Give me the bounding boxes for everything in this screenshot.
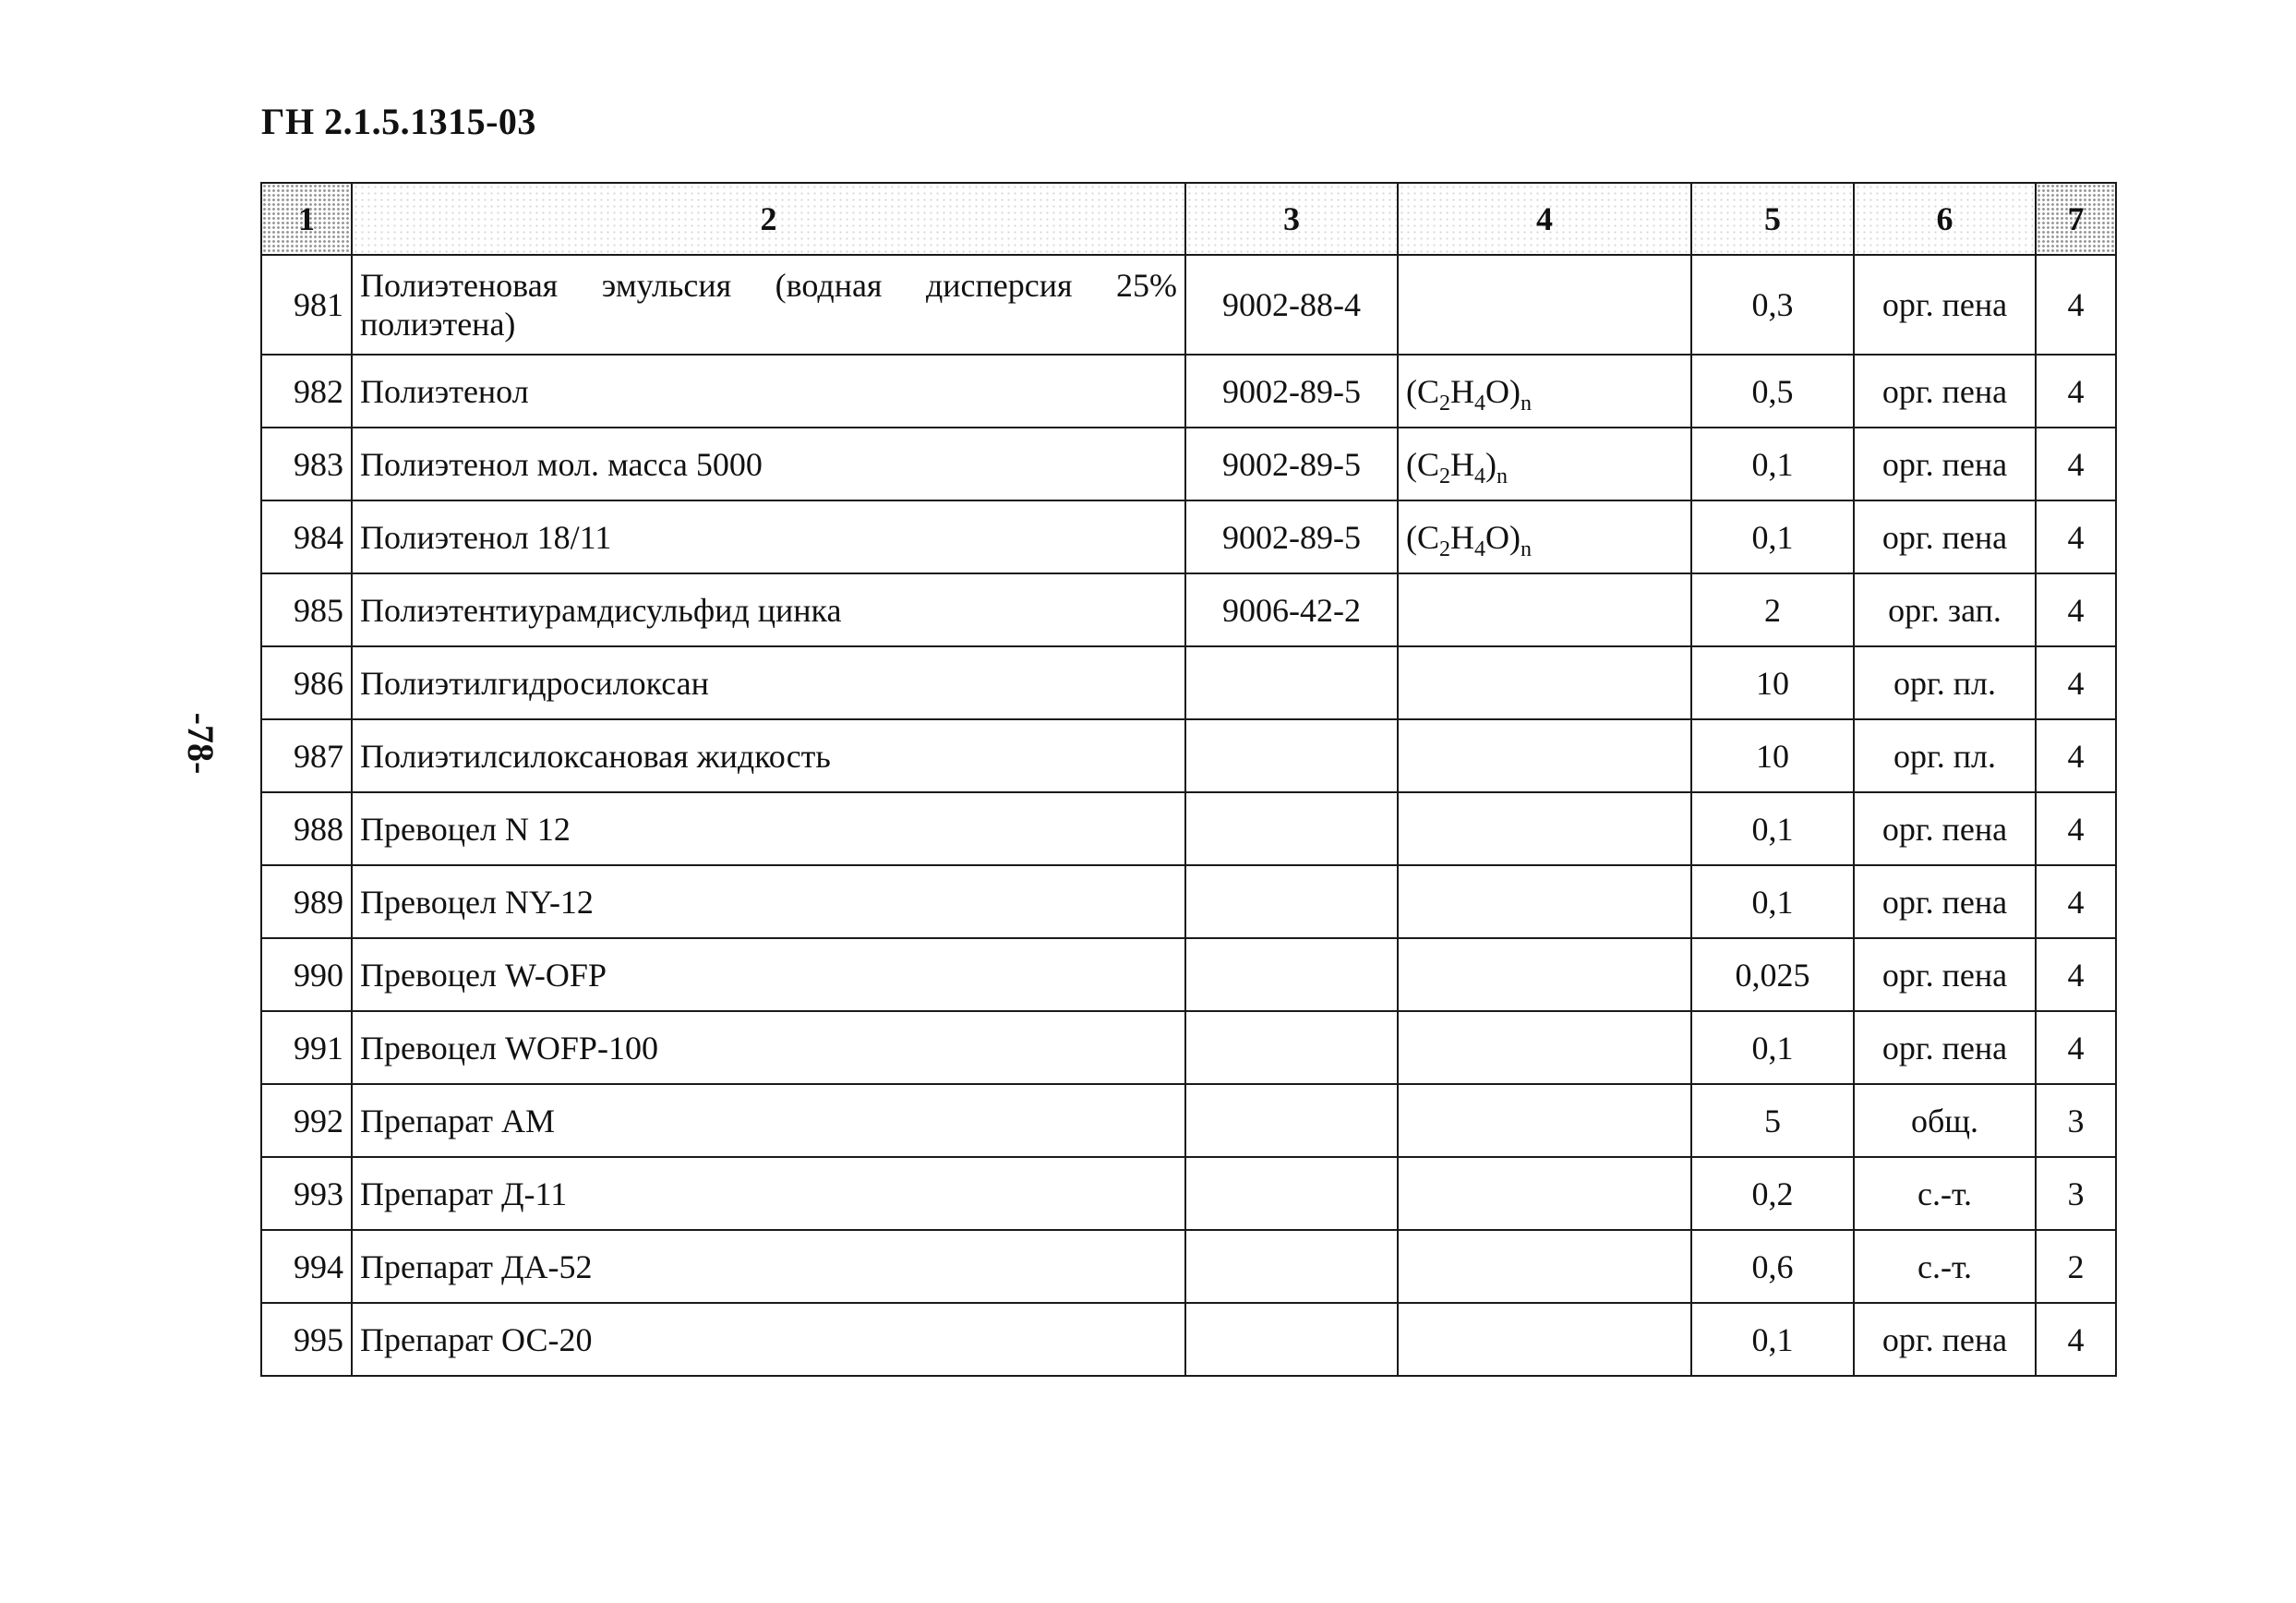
substances-table	[260, 182, 2117, 1377]
cas-number: 9002-89-5	[1185, 428, 1398, 500]
limit-value: 0,3	[1691, 255, 1854, 355]
cas-number: 9002-88-4	[1185, 255, 1398, 355]
table-row	[261, 646, 2116, 719]
cas-number	[1185, 646, 1398, 719]
cas-number: 9006-42-2	[1185, 573, 1398, 646]
substance-name: Препарат АМ	[352, 1084, 1185, 1157]
hazard-class: 4	[2036, 719, 2116, 792]
hazard-class: 4	[2036, 792, 2116, 865]
chemical-formula: $(C_2H_4O)_n$	[1398, 355, 1691, 428]
substance-name: Полиэтентиурамдисульфид цинка	[352, 573, 1185, 646]
substance-name: Превоцел N 12	[352, 792, 1185, 865]
table-row	[261, 255, 2116, 355]
substance-name: Полиэтенол мол. масса 5000	[352, 428, 1185, 500]
cas-number	[1185, 1157, 1398, 1230]
chemical-formula	[1398, 938, 1691, 1011]
substance-name	[352, 255, 1185, 355]
hazard-class: 4	[2036, 1303, 2116, 1376]
table-row	[261, 719, 2116, 792]
table-row	[261, 938, 2116, 1011]
hazard-class: 4	[2036, 1011, 2116, 1084]
substance-name: Превоцел W-OFP	[352, 938, 1185, 1011]
chemical-formula	[1398, 792, 1691, 865]
hazard-class: 4	[2036, 255, 2116, 355]
row-number: 995	[261, 1303, 352, 1376]
column-header-6: 6	[1854, 183, 2036, 255]
cas-number	[1185, 1303, 1398, 1376]
substance-name: Полиэтилсилоксановая жидкость	[352, 719, 1185, 792]
table-row	[261, 500, 2116, 573]
hazard-indicator: орг. пена	[1854, 1303, 2036, 1376]
row-number: 989	[261, 865, 352, 938]
column-header-1: 1	[261, 183, 352, 255]
chemical-formula	[1398, 255, 1691, 355]
limit-value: 0,1	[1691, 792, 1854, 865]
table-row	[261, 428, 2116, 500]
substance-name: Препарат ОС-20	[352, 1303, 1185, 1376]
substance-name: Препарат Д-11	[352, 1157, 1185, 1230]
limit-value: 0,1	[1691, 500, 1854, 573]
row-number: 991	[261, 1011, 352, 1084]
row-number: 990	[261, 938, 352, 1011]
row-number: 981	[261, 255, 352, 355]
column-header-7: 7	[2036, 183, 2116, 255]
row-number: 984	[261, 500, 352, 573]
limit-value: 0,5	[1691, 355, 1854, 428]
limit-value: 0,025	[1691, 938, 1854, 1011]
chemical-formula	[1398, 1303, 1691, 1376]
column-header-2: 2	[352, 183, 1185, 255]
column-header-5: 5	[1691, 183, 1854, 255]
limit-value: 0,1	[1691, 1303, 1854, 1376]
row-number: 994	[261, 1230, 352, 1303]
hazard-class: 4	[2036, 428, 2116, 500]
document-code: ГН 2.1.5.1315-03	[261, 101, 536, 142]
limit-value: 10	[1691, 719, 1854, 792]
limit-value: 0,2	[1691, 1157, 1854, 1230]
table-row	[261, 1084, 2116, 1157]
hazard-class: 4	[2036, 573, 2116, 646]
limit-value: 0,1	[1691, 1011, 1854, 1084]
hazard-indicator: орг. пена	[1854, 500, 2036, 573]
cas-number: 9002-89-5	[1185, 500, 1398, 573]
table-row	[261, 573, 2116, 646]
row-number: 986	[261, 646, 352, 719]
hazard-class: 4	[2036, 938, 2116, 1011]
column-header-3: 3	[1185, 183, 1398, 255]
table-row	[261, 792, 2116, 865]
table-row	[261, 1157, 2116, 1230]
limit-value: 5	[1691, 1084, 1854, 1157]
hazard-indicator: орг. пена	[1854, 255, 2036, 355]
cas-number	[1185, 865, 1398, 938]
cas-number	[1185, 938, 1398, 1011]
hazard-class: 2	[2036, 1230, 2116, 1303]
cas-number	[1185, 792, 1398, 865]
table-header-row	[261, 183, 2116, 255]
hazard-indicator: орг. пена	[1854, 865, 2036, 938]
hazard-indicator: с.-т.	[1854, 1157, 2036, 1230]
hazard-indicator: орг. пл.	[1854, 719, 2036, 792]
chemical-formula	[1398, 865, 1691, 938]
table-row	[261, 1230, 2116, 1303]
chemical-formula	[1398, 646, 1691, 719]
cas-number	[1185, 1084, 1398, 1157]
chemical-formula: $(C_2H_4)_n$	[1398, 428, 1691, 500]
hazard-class: 4	[2036, 500, 2116, 573]
hazard-indicator: с.-т.	[1854, 1230, 2036, 1303]
cas-number	[1185, 719, 1398, 792]
limit-value: 0,1	[1691, 428, 1854, 500]
row-number: 993	[261, 1157, 352, 1230]
substance-name: Полиэтилгидросилоксан	[352, 646, 1185, 719]
chemical-formula	[1398, 573, 1691, 646]
hazard-indicator: орг. пена	[1854, 792, 2036, 865]
hazard-indicator: орг. пена	[1854, 938, 2036, 1011]
substance-name: Препарат ДА-52	[352, 1230, 1185, 1303]
hazard-class: 4	[2036, 355, 2116, 428]
hazard-indicator: орг. пена	[1854, 1011, 2036, 1084]
row-number: 988	[261, 792, 352, 865]
substance-name: Превоцел NY-12	[352, 865, 1185, 938]
substance-name: Полиэтенол 18/11	[352, 500, 1185, 573]
limit-value: 0,1	[1691, 865, 1854, 938]
limit-value: 10	[1691, 646, 1854, 719]
row-number: 983	[261, 428, 352, 500]
substance-name: Полиэтенол	[352, 355, 1185, 428]
chemical-formula: $(C_2H_4O)_n$	[1398, 500, 1691, 573]
limit-value: 2	[1691, 573, 1854, 646]
row-number: 985	[261, 573, 352, 646]
chemical-formula	[1398, 719, 1691, 792]
limit-value: 0,6	[1691, 1230, 1854, 1303]
chemical-formula	[1398, 1230, 1691, 1303]
table-row	[261, 355, 2116, 428]
hazard-class: 3	[2036, 1157, 2116, 1230]
hazard-indicator: орг. зап.	[1854, 573, 2036, 646]
hazard-indicator: орг. пена	[1854, 355, 2036, 428]
cas-number: 9002-89-5	[1185, 355, 1398, 428]
table-row	[261, 1303, 2116, 1376]
cas-number	[1185, 1011, 1398, 1084]
column-header-4: 4	[1398, 183, 1691, 255]
chemical-formula	[1398, 1157, 1691, 1230]
row-number: 987	[261, 719, 352, 792]
row-number: 982	[261, 355, 352, 428]
substance-name: Превоцел WOFP-100	[352, 1011, 1185, 1084]
chemical-formula	[1398, 1011, 1691, 1084]
hazard-class: 3	[2036, 1084, 2116, 1157]
hazard-indicator: общ.	[1854, 1084, 2036, 1157]
table-row	[261, 865, 2116, 938]
table-row	[261, 1011, 2116, 1084]
chemical-formula	[1398, 1084, 1691, 1157]
hazard-class: 4	[2036, 865, 2116, 938]
hazard-indicator: орг. пена	[1854, 428, 2036, 500]
page-number: -78-	[180, 712, 222, 775]
substance-name-text: Полиэтеновая эмульсия (водная дисперсия 25% полиэтена)	[360, 267, 1177, 343]
hazard-indicator: орг. пл.	[1854, 646, 2036, 719]
row-number: 992	[261, 1084, 352, 1157]
hazard-class: 4	[2036, 646, 2116, 719]
cas-number	[1185, 1230, 1398, 1303]
